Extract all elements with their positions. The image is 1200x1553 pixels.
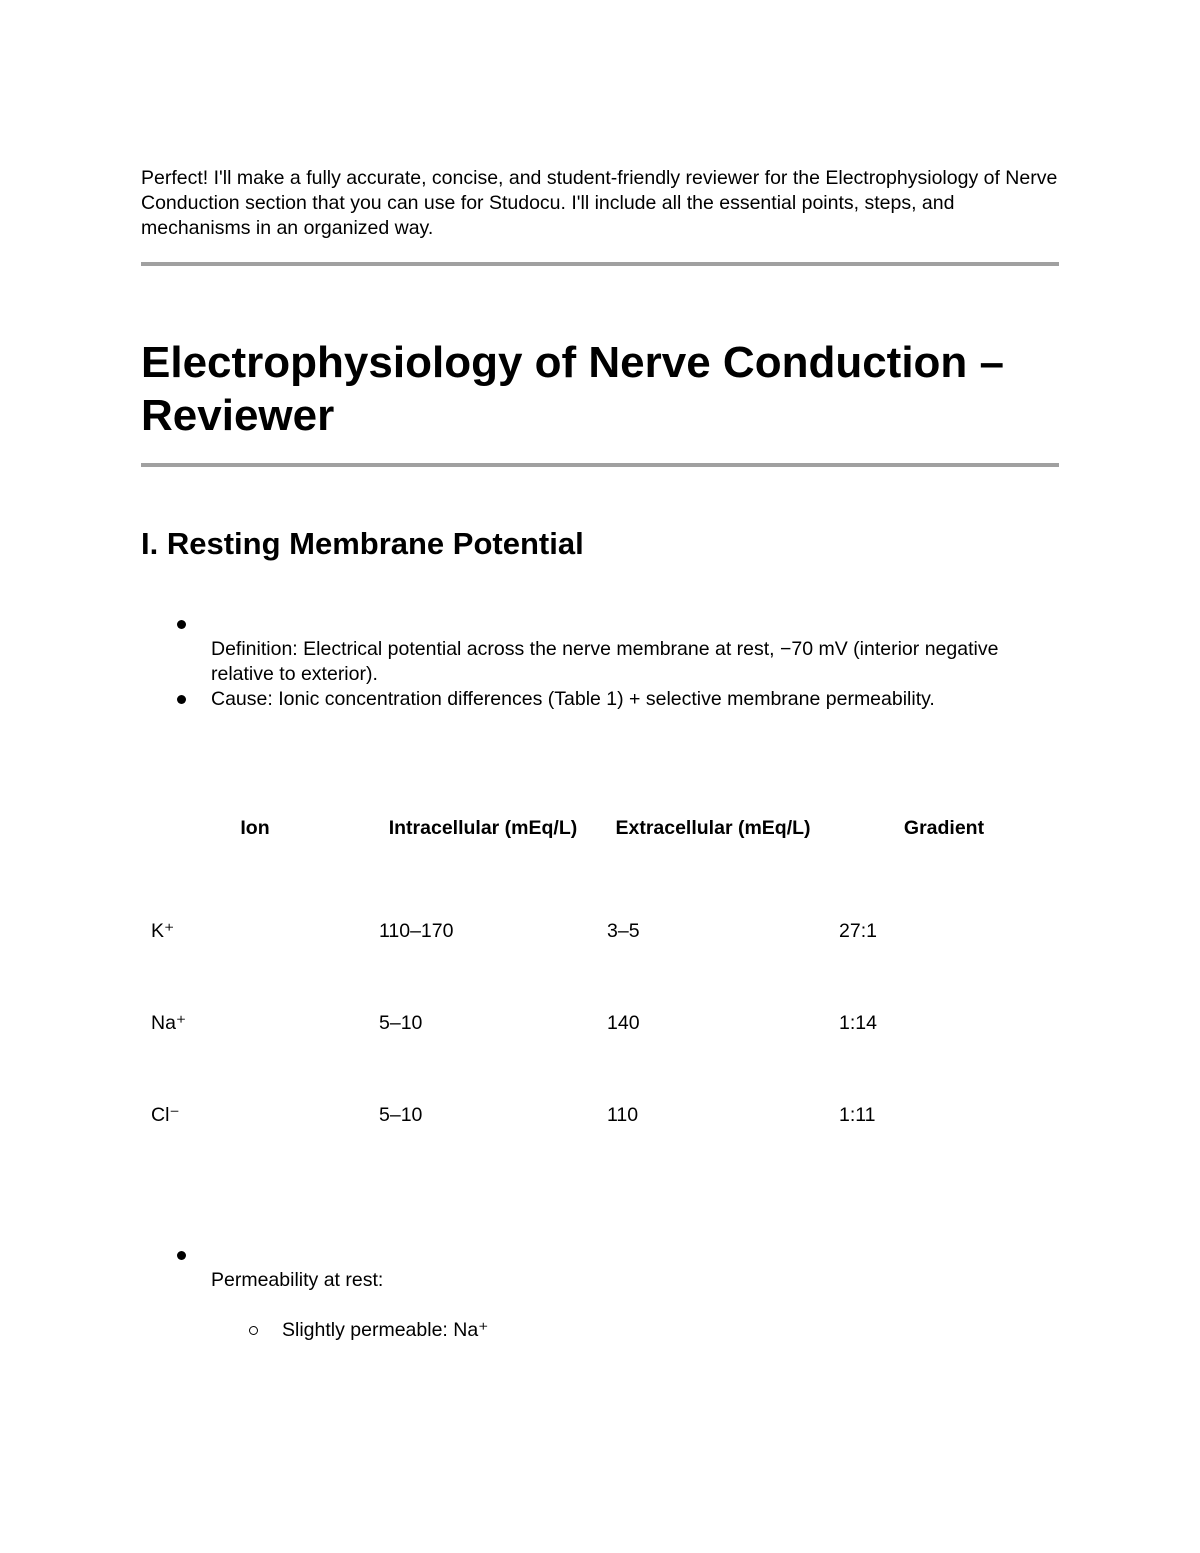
column-header-extracellular: Extracellular (mEq/L)	[615, 817, 811, 839]
definition-text: Definition: Electrical potential across the nerve membrane at rest, −70 mV (interior negative relative to exterior).	[211, 638, 999, 685]
list-item	[141, 687, 1041, 712]
table-cell-gradient: 27:1	[839, 920, 877, 942]
horizontal-rule	[141, 463, 1059, 467]
column-header-intracellular: Intracellular (mEq/L)	[388, 817, 578, 839]
sub-item-text: Slightly permeable: Na⁺	[282, 1319, 489, 1341]
table-header-row	[141, 805, 1059, 898]
table-cell-extracellular: 140	[607, 1012, 640, 1034]
table-cell-ion: Na⁺	[151, 1012, 187, 1034]
table-cell-intracellular: 110–170	[379, 920, 454, 942]
column-header-ion: Ion	[240, 817, 270, 839]
permeability-list	[141, 1243, 1041, 1343]
table-cell-ion: K⁺	[151, 920, 175, 942]
hollow-bullet-icon	[249, 1326, 258, 1335]
table-cell-gradient: 1:14	[839, 1012, 877, 1034]
resting-potential-list	[141, 612, 1041, 712]
table-cell-intracellular: 5–10	[379, 1012, 423, 1034]
sub-list-item	[141, 1318, 1041, 1343]
column-header-gradient: Gradient	[903, 817, 985, 839]
permeability-label: Permeability at rest:	[211, 1269, 384, 1291]
ion-concentration-table	[141, 805, 1059, 1174]
table-row	[141, 898, 1059, 990]
table-cell-extracellular: 110	[607, 1104, 639, 1126]
section-heading: I. Resting Membrane Potential	[141, 526, 584, 561]
table-cell-intracellular: 5–10	[379, 1104, 423, 1126]
bullet-icon	[177, 1251, 186, 1260]
bullet-icon	[177, 695, 186, 704]
list-item	[141, 1243, 1041, 1343]
table-cell-gradient: 1:11	[839, 1104, 876, 1126]
document-title: Electrophysiology of Nerve Conduction – Reviewer	[141, 338, 1005, 440]
table-cell-ion: Cl⁻	[151, 1104, 180, 1126]
permeability-sub-list	[211, 1318, 1041, 1343]
table-cell-extracellular: 3–5	[607, 920, 640, 942]
cause-text: Cause: Ionic concentration differences (Table 1) + selective membrane permeability.	[211, 688, 935, 710]
horizontal-rule	[141, 262, 1059, 266]
bullet-icon	[177, 620, 186, 629]
table-row	[141, 1082, 1059, 1174]
list-item	[141, 612, 1041, 687]
intro-paragraph: Perfect! I'll make a fully accurate, concise, and student-friendly reviewer for the Electrophysiology of Nerve Conduction section that you can use for Studocu. I'll include all the essential points, steps, and mechanisms in an organized way.	[141, 167, 1058, 239]
table-row	[141, 990, 1059, 1082]
